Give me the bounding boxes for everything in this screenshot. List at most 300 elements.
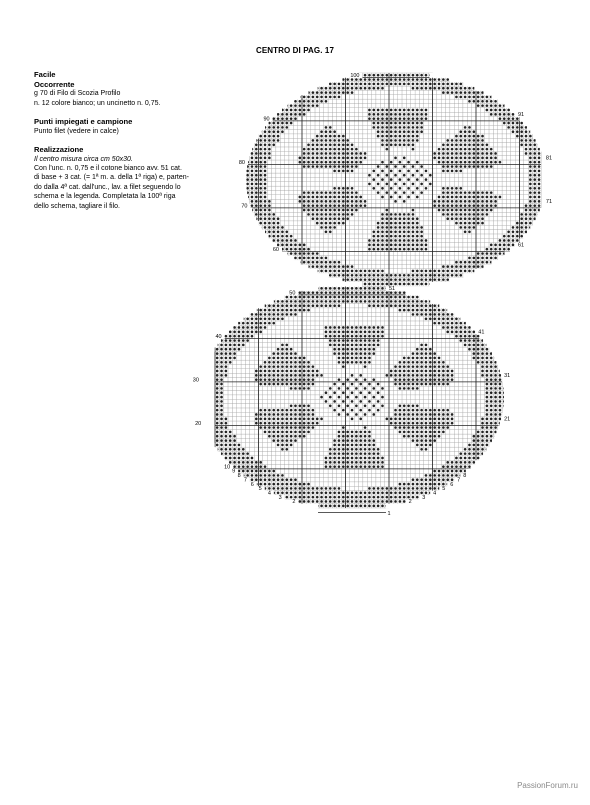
chart-filled-cell: [259, 483, 262, 486]
chart-cell: [319, 338, 323, 342]
chart-cell: [328, 478, 332, 482]
chart-filled-cell: [494, 409, 497, 412]
chart-cell: [385, 351, 389, 355]
chart-cell: [250, 443, 254, 447]
chart-filled-cell: [412, 244, 415, 247]
chart-filled-cell: [303, 404, 306, 407]
chart-filled-cell: [338, 287, 341, 290]
chart-filled-cell: [368, 461, 371, 464]
chart-cell: [450, 438, 454, 442]
chart-filled-cell: [338, 457, 341, 460]
chart-filled-cell: [368, 361, 371, 364]
chart-filled-cell: [377, 296, 380, 299]
chart-filled-cell: [307, 252, 310, 255]
chart-filled-cell: [338, 261, 341, 264]
chart-filled-cell: [294, 252, 297, 255]
chart-filled-cell: [246, 322, 249, 325]
chart-filled-cell: [390, 500, 393, 503]
chart-cell: [267, 343, 271, 347]
chart-cell: [315, 443, 319, 447]
chart-cell: [276, 451, 280, 455]
chart-filled-cell: [338, 339, 341, 342]
chart-cell: [289, 343, 293, 347]
chart-cell: [476, 395, 480, 399]
chart-cell: [402, 391, 406, 395]
chart-filled-cell: [446, 378, 449, 381]
chart-cell: [385, 460, 389, 464]
chart-cell: [293, 325, 297, 329]
chart-filled-cell: [272, 239, 275, 242]
chart-filled-cell: [433, 435, 436, 438]
chart-cell: [259, 334, 263, 338]
chart-cell: [467, 434, 471, 438]
chart-cell: [428, 386, 432, 390]
chart-cell: [341, 243, 345, 247]
chart-cell: [402, 473, 406, 477]
chart-filled-cell: [338, 361, 341, 364]
chart-cell: [480, 404, 484, 408]
chart-cell: [350, 395, 354, 399]
chart-filled-cell: [346, 361, 349, 364]
chart-filled-cell: [329, 261, 332, 264]
chart-filled-cell: [377, 304, 380, 307]
chart-filled-cell: [294, 374, 297, 377]
chart-filled-cell: [359, 296, 362, 299]
chart-filled-cell: [372, 287, 375, 290]
chart-filled-cell: [425, 300, 428, 303]
chart-filled-cell: [259, 317, 262, 320]
chart-filled-cell: [294, 426, 297, 429]
chart-cell: [393, 356, 397, 360]
chart-cell: [363, 408, 367, 412]
chart-filled-cell: [468, 270, 471, 273]
chart-filled-cell: [425, 274, 428, 277]
chart-filled-cell: [377, 391, 380, 394]
chart-cell: [380, 373, 384, 377]
chart-cell: [232, 399, 236, 403]
chart-cell: [280, 391, 284, 395]
chart-cell: [428, 247, 432, 251]
chart-filled-cell: [473, 357, 476, 360]
chart-filled-cell: [251, 457, 254, 460]
chart-cell: [315, 343, 319, 347]
chart-filled-cell: [438, 378, 441, 381]
chart-cell: [450, 425, 454, 429]
chart-filled-cell: [394, 374, 397, 377]
chart-filled-cell: [420, 304, 423, 307]
chart-cell: [441, 351, 445, 355]
chart-filled-cell: [285, 378, 288, 381]
chart-filled-cell: [355, 344, 358, 347]
chart-cell: [280, 460, 284, 464]
chart-cell: [311, 338, 315, 342]
chart-filled-cell: [307, 409, 310, 412]
chart-filled-cell: [281, 304, 284, 307]
chart-filled-cell: [333, 265, 336, 268]
chart-filled-cell: [277, 304, 280, 307]
chart-cell: [446, 343, 450, 347]
chart-filled-cell: [416, 439, 419, 442]
chart-cell: [389, 256, 393, 260]
chart-cell: [259, 434, 263, 438]
chart-cell: [398, 438, 402, 442]
chart-cell: [232, 395, 236, 399]
chart-filled-cell: [338, 348, 341, 351]
chart-cell: [446, 251, 450, 255]
chart-filled-cell: [359, 361, 362, 364]
chart-cell: [250, 451, 254, 455]
chart-cell: [315, 469, 319, 473]
chart-cell: [280, 334, 284, 338]
chart-cell: [267, 330, 271, 334]
chart-filled-cell: [264, 365, 267, 368]
chart-filled-cell: [486, 252, 489, 255]
chart-filled-cell: [264, 422, 267, 425]
chart-cell: [385, 260, 389, 264]
chart-filled-cell: [346, 413, 349, 416]
chart-filled-cell: [242, 465, 245, 468]
chart-cell: [376, 482, 380, 486]
chart-filled-cell: [220, 444, 223, 447]
chart-cell: [319, 356, 323, 360]
chart-cell: [372, 421, 376, 425]
chart-filled-cell: [412, 426, 415, 429]
chart-cell: [450, 343, 454, 347]
chart-cell: [367, 321, 371, 325]
chart-filled-cell: [403, 431, 406, 434]
chart-filled-cell: [320, 291, 323, 294]
chart-filled-cell: [316, 491, 319, 494]
chart-cell: [450, 456, 454, 460]
chart-cell: [459, 391, 463, 395]
chart-cell: [459, 373, 463, 377]
chart-filled-cell: [359, 500, 362, 503]
chart-cell: [245, 356, 249, 360]
chart-filled-cell: [429, 422, 432, 425]
chart-filled-cell: [268, 304, 271, 307]
chart-filled-cell: [477, 361, 480, 364]
chart-filled-cell: [438, 478, 441, 481]
chart-cell: [411, 460, 415, 464]
chart-cell: [393, 404, 397, 408]
chart-filled-cell: [338, 404, 341, 407]
chart-filled-cell: [355, 361, 358, 364]
chart-filled-cell: [377, 448, 380, 451]
chart-cell: [315, 312, 319, 316]
chart-cell: [267, 391, 271, 395]
chart-cell: [480, 378, 484, 382]
chart-filled-cell: [451, 465, 454, 468]
chart-filled-cell: [486, 444, 489, 447]
chart-cell: [472, 247, 476, 251]
chart-filled-cell: [403, 304, 406, 307]
chart-filled-cell: [438, 431, 441, 434]
chart-cell: [324, 247, 328, 251]
chart-cell: [380, 317, 384, 321]
chart-cell: [315, 338, 319, 342]
chart-cell: [293, 469, 297, 473]
chart-filled-cell: [272, 352, 275, 355]
chart-filled-cell: [481, 365, 484, 368]
chart-cell: [328, 399, 332, 403]
chart-cell: [259, 386, 263, 390]
chart-cell: [363, 373, 367, 377]
chart-filled-cell: [403, 422, 406, 425]
chart-filled-cell: [342, 274, 345, 277]
chart-cell: [280, 386, 284, 390]
chart-filled-cell: [438, 270, 441, 273]
chart-filled-cell: [429, 439, 432, 442]
chart-filled-cell: [294, 413, 297, 416]
chart-cell: [406, 312, 410, 316]
chart-filled-cell: [459, 274, 462, 277]
chart-filled-cell: [416, 431, 419, 434]
chart-cell: [385, 386, 389, 390]
chart-cell: [328, 364, 332, 368]
chart-cell: [324, 251, 328, 255]
chart-filled-cell: [433, 313, 436, 316]
chart-filled-cell: [285, 296, 288, 299]
chart-cell: [346, 486, 350, 490]
chart-cell: [450, 391, 454, 395]
chart-filled-cell: [364, 396, 367, 399]
chart-cell: [332, 312, 336, 316]
chart-filled-cell: [329, 452, 332, 455]
chart-filled-cell: [281, 483, 284, 486]
chart-cell: [346, 482, 350, 486]
chart-cell: [276, 330, 280, 334]
chart-cell: [398, 256, 402, 260]
chart-cell: [311, 325, 315, 329]
chart-cell: [272, 325, 276, 329]
chart-cell: [441, 395, 445, 399]
chart-cell: [393, 465, 397, 469]
chart-filled-cell: [494, 374, 497, 377]
chart-cell: [263, 343, 267, 347]
chart-filled-cell: [251, 470, 254, 473]
chart-filled-cell: [420, 248, 423, 251]
chart-filled-cell: [481, 348, 484, 351]
chart-filled-cell: [238, 335, 241, 338]
chart-cell: [311, 347, 315, 351]
chart-filled-cell: [264, 413, 267, 416]
chart-filled-cell: [281, 491, 284, 494]
chart-filled-cell: [307, 374, 310, 377]
chart-filled-cell: [468, 326, 471, 329]
chart-filled-cell: [433, 317, 436, 320]
chart-cell: [354, 486, 358, 490]
chart-filled-cell: [429, 431, 432, 434]
chart-filled-cell: [359, 339, 362, 342]
chart-filled-cell: [399, 496, 402, 499]
chart-filled-cell: [316, 418, 319, 421]
chart-filled-cell: [420, 383, 423, 386]
chart-filled-cell: [442, 422, 445, 425]
chart-filled-cell: [294, 370, 297, 373]
chart-filled-cell: [416, 278, 419, 281]
chart-cell: [263, 347, 267, 351]
chart-filled-cell: [299, 248, 302, 251]
chart-cell: [311, 247, 315, 251]
chart-cell: [319, 343, 323, 347]
chart-cell: [459, 356, 463, 360]
chart-cell: [276, 334, 280, 338]
chart-cell: [237, 382, 241, 386]
chart-filled-cell: [303, 418, 306, 421]
chart-cell: [467, 243, 471, 247]
chart-filled-cell: [307, 383, 310, 386]
chart-filled-cell: [481, 352, 484, 355]
chart-filled-cell: [229, 348, 232, 351]
chart-cell: [419, 330, 423, 334]
chart-filled-cell: [268, 478, 271, 481]
chart-cell: [259, 456, 263, 460]
chart-filled-cell: [429, 483, 432, 486]
chart-filled-cell: [277, 244, 280, 247]
chart-cell: [241, 408, 245, 412]
chart-cell: [476, 425, 480, 429]
chart-cell: [411, 317, 415, 321]
chart-cell: [437, 438, 441, 442]
chart-filled-cell: [446, 265, 449, 268]
chart-cell: [328, 247, 332, 251]
chart-filled-cell: [364, 426, 367, 429]
chart-filled-cell: [264, 326, 267, 329]
chart-filled-cell: [299, 404, 302, 407]
chart-cell: [393, 399, 397, 403]
chart-filled-cell: [412, 496, 415, 499]
chart-filled-cell: [407, 378, 410, 381]
chart-filled-cell: [307, 309, 310, 312]
chart-filled-cell: [294, 244, 297, 247]
chart-cell: [424, 460, 428, 464]
chart-cell: [363, 417, 367, 421]
chart-cell: [241, 395, 245, 399]
chart-filled-cell: [503, 248, 506, 251]
chart-filled-cell: [399, 491, 402, 494]
chart-filled-cell: [272, 304, 275, 307]
chart-filled-cell: [312, 426, 315, 429]
chart-cell: [393, 334, 397, 338]
chart-cell: [346, 417, 350, 421]
chart-filled-cell: [325, 335, 328, 338]
chart-cell: [463, 247, 467, 251]
chart-filled-cell: [277, 357, 280, 360]
chart-cell: [363, 312, 367, 316]
chart-cell: [406, 460, 410, 464]
chart-cell: [311, 312, 315, 316]
chart-cell: [459, 360, 463, 364]
chart-cell: [319, 308, 323, 312]
chart-cell: [245, 425, 249, 429]
chart-filled-cell: [386, 374, 389, 377]
chart-filled-cell: [364, 404, 367, 407]
chart-cell: [306, 334, 310, 338]
chart-cell: [324, 382, 328, 386]
chart-cell: [280, 330, 284, 334]
chart-filled-cell: [316, 261, 319, 264]
chart-cell: [280, 469, 284, 473]
chart-cell: [459, 351, 463, 355]
chart-cell: [480, 408, 484, 412]
chart-filled-cell: [442, 465, 445, 468]
chart-cell: [319, 247, 323, 251]
chart-filled-cell: [416, 435, 419, 438]
chart-filled-cell: [486, 409, 489, 412]
chart-filled-cell: [259, 461, 262, 464]
chart-cell: [328, 434, 332, 438]
chart-filled-cell: [429, 317, 432, 320]
chart-filled-cell: [351, 452, 354, 455]
chart-cell: [441, 260, 445, 264]
chart-cell: [385, 369, 389, 373]
chart-cell: [463, 243, 467, 247]
chart-filled-cell: [342, 331, 345, 334]
chart-filled-cell: [459, 331, 462, 334]
chart-cell: [393, 430, 397, 434]
chart-filled-cell: [381, 331, 384, 334]
chart-cell: [276, 325, 280, 329]
chart-filled-cell: [346, 274, 349, 277]
chart-filled-cell: [416, 426, 419, 429]
chart-cell: [354, 482, 358, 486]
chart-cell: [450, 404, 454, 408]
chart-filled-cell: [416, 248, 419, 251]
chart-cell: [350, 369, 354, 373]
chart-filled-cell: [386, 283, 389, 286]
chart-filled-cell: [372, 378, 375, 381]
chart-cell: [332, 321, 336, 325]
chart-filled-cell: [359, 383, 362, 386]
chart-cell: [472, 386, 476, 390]
chart-cell: [398, 312, 402, 316]
chart-filled-cell: [473, 444, 476, 447]
chart-filled-cell: [233, 352, 236, 355]
chart-filled-cell: [338, 331, 341, 334]
chart-cell: [250, 386, 254, 390]
chart-cell: [302, 395, 306, 399]
chart-filled-cell: [399, 483, 402, 486]
chart-cell: [241, 391, 245, 395]
chart-cell: [385, 465, 389, 469]
chart-cell: [306, 343, 310, 347]
chart-cell: [433, 247, 437, 251]
chart-cell: [437, 460, 441, 464]
chart-filled-cell: [486, 370, 489, 373]
chart-filled-cell: [368, 500, 371, 503]
chart-filled-cell: [338, 265, 341, 268]
chart-filled-cell: [372, 335, 375, 338]
chart-filled-cell: [494, 252, 497, 255]
chart-filled-cell: [442, 474, 445, 477]
chart-cell: [433, 325, 437, 329]
chart-cell: [302, 334, 306, 338]
chart-filled-cell: [355, 500, 358, 503]
chart-filled-cell: [272, 435, 275, 438]
chart-filled-cell: [372, 491, 375, 494]
chart-filled-cell: [446, 326, 449, 329]
chart-filled-cell: [342, 352, 345, 355]
chart-filled-cell: [359, 391, 362, 394]
chart-cell: [245, 347, 249, 351]
chart-cell: [293, 343, 297, 347]
chart-cell: [341, 478, 345, 482]
chart-cell: [263, 386, 267, 390]
chart-cell: [459, 369, 463, 373]
chart-cell: [437, 256, 441, 260]
chart-cell: [337, 312, 341, 316]
chart-filled-cell: [307, 422, 310, 425]
